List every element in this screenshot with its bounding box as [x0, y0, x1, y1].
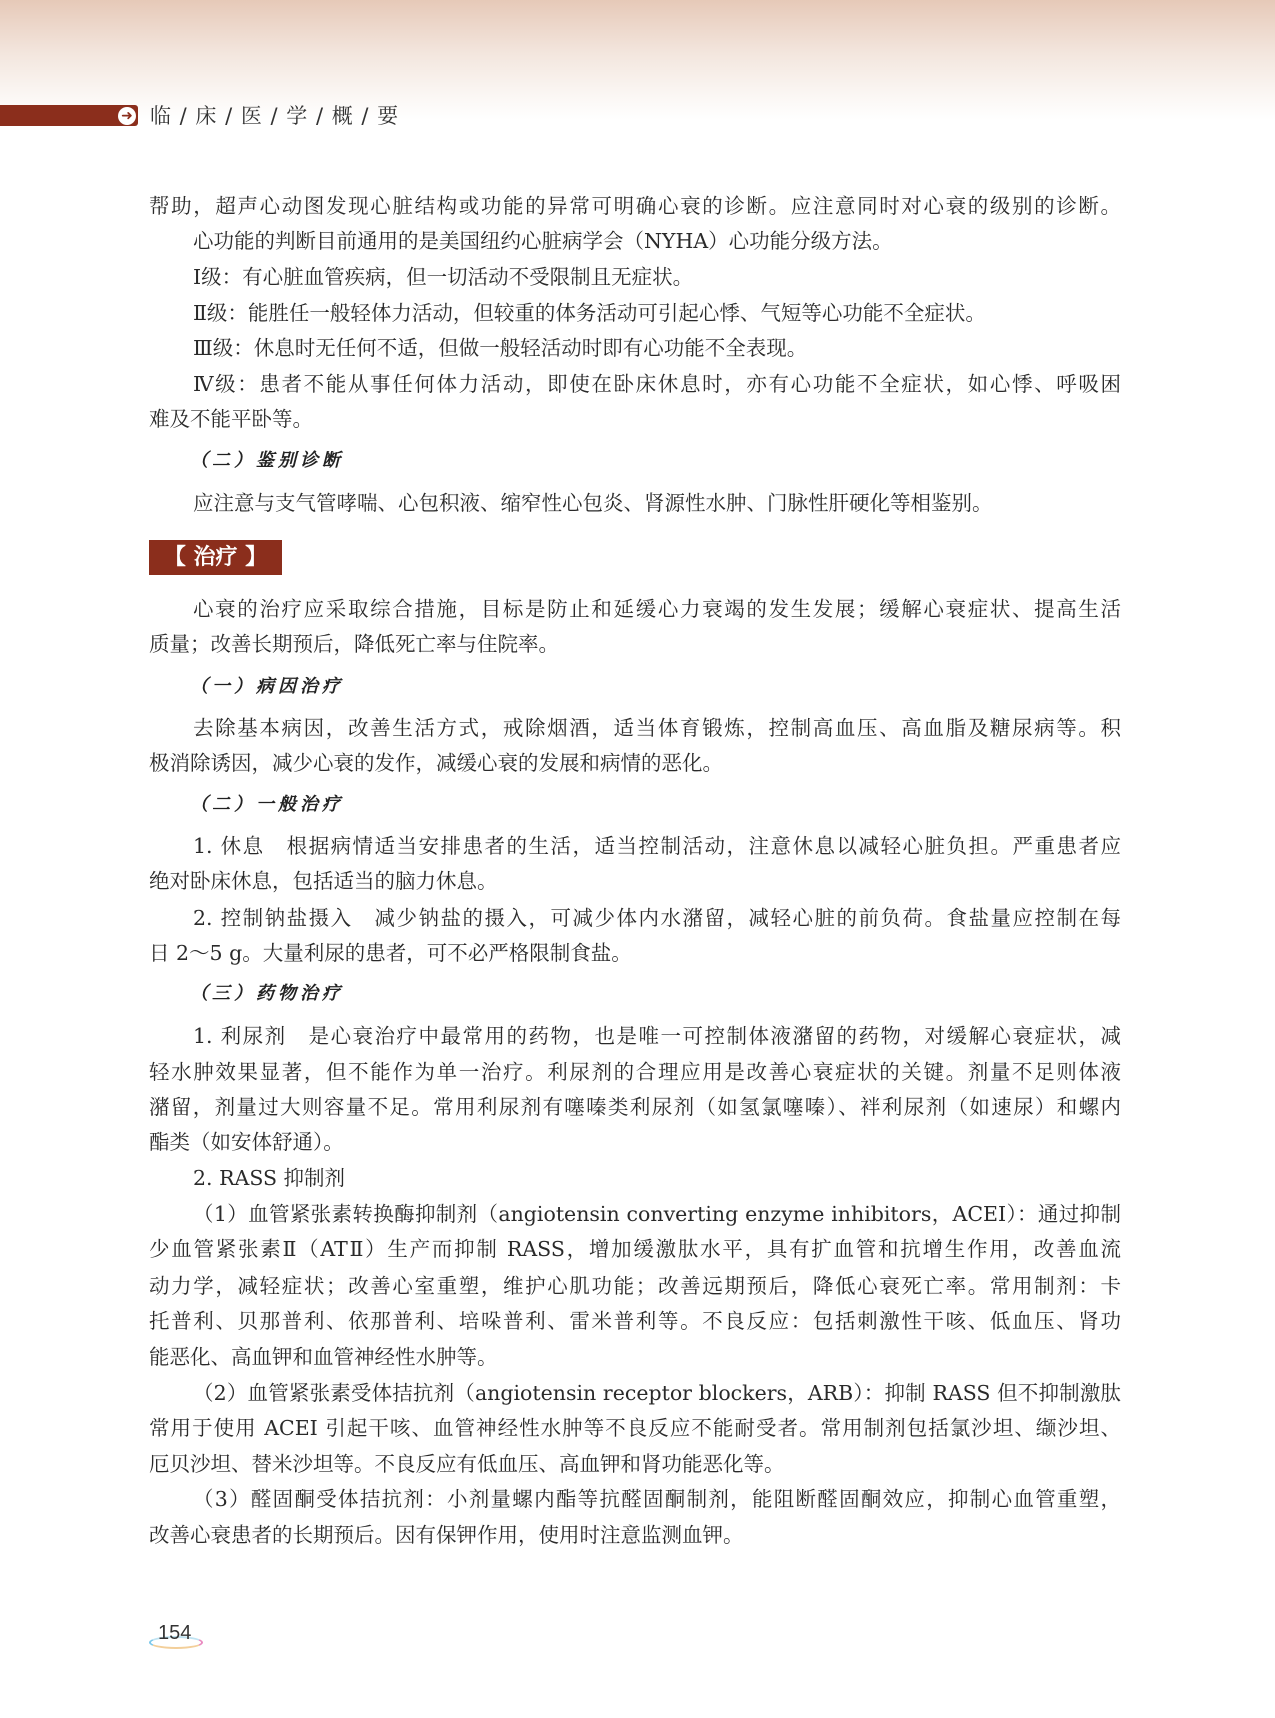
text-line: 1. 利尿剂 是心衰治疗中最常用的药物，也是唯一可控制体液潴留的药物，对缓解心衰症状，减 [193, 1024, 1121, 1048]
text-line: 常用于使用 ACEI 引起干咳、血管神经性水肿等不良反应不能耐受者。常用制剂包括氯沙坦、缬沙坦、 [149, 1416, 1121, 1440]
text-line: 潴留，剂量过大则容量不足。常用利尿剂有噻嗪类利尿剂（如氢氯噻嗪）、袢利尿剂（如速尿）和螺内 [149, 1095, 1121, 1119]
text-line: 酯类（如安体舒通）。 [149, 1130, 344, 1154]
page-number: 154 [158, 1622, 192, 1644]
subheading: （一）病因治疗 [190, 676, 344, 697]
text-line: 1. 休息 根据病情适当安排患者的生活，适当控制活动，注意休息以减轻心脏负担。严重患者应 [193, 834, 1121, 858]
text-line: 改善心衰患者的长期预后。因有保钾作用，使用时注意监测血钾。 [149, 1523, 744, 1547]
text-line: 能恶化、高血钾和血管神经性水肿等。 [149, 1345, 498, 1369]
text-line: 帮助，超声心动图发现心脏结构或功能的异常可明确心衰的诊断。应注意同时对心衰的级别的诊断。 [149, 194, 1121, 218]
text-line: （1）血管紧张素转换酶抑制剂（angiotensin converting enzyme inhibitors，ACEI）：通过抑制 [193, 1202, 1121, 1226]
text-line: 轻水肿效果显著，但不能作为单一治疗。利尿剂的合理应用是改善心衰症状的关键。剂量不足则体液 [149, 1060, 1121, 1084]
text-line: 绝对卧床休息，包括适当的脑力休息。 [149, 869, 498, 893]
text-line: 2. 控制钠盐摄入 减少钠盐的摄入，可减少体内水潴留，减轻心脏的前负荷。食盐量应控制在每 [193, 906, 1121, 930]
text-line: （2）血管紧张素受体拮抗剂（angiotensin receptor blockers，ARB）：抑制 RASS 但不抑制激肽 [193, 1381, 1121, 1405]
text-line: 少血管紧张素Ⅱ（ATⅡ）生产而抑制 RASS，增加缓激肽水平，具有扩血管和抗增生作用，改善血流 [149, 1237, 1121, 1261]
text-line: 日 2～5 g。大量利尿的患者，可不必严格限制食盐。 [149, 941, 632, 965]
section-heading-treatment: 【 治疗 】 [149, 540, 282, 575]
text-line: Ⅱ级：能胜任一般轻体力活动，但较重的体务活动可引起心悸、气短等心功能不全症状。 [193, 301, 986, 325]
text-line: （3）醛固酮受体拮抗剂：小剂量螺内酯等抗醛固酮制剂，能阻断醛固酮效应，抑制心血管重塑， [193, 1487, 1121, 1511]
text-line: 难及不能平卧等。 [149, 407, 313, 431]
text-line: Ⅲ级：休息时无任何不适，但做一般轻活动时即有心功能不全表现。 [193, 336, 808, 360]
subheading: （二）鉴别诊断 [190, 450, 344, 471]
text-line: 厄贝沙坦、替米沙坦等。不良反应有低血压、高血钾和肾功能恶化等。 [149, 1452, 785, 1476]
text-line: 动力学，减轻症状；改善心室重塑，维护心肌功能；改善远期预后，降低心衰死亡率。常用制剂：卡 [149, 1274, 1121, 1298]
text-line: 去除基本病因，改善生活方式，戒除烟酒，适当体育锻炼，控制高血压、高血脂及糖尿病等。积 [193, 716, 1121, 740]
text-line: 应注意与支气管哮喘、心包积液、缩窄性心包炎、肾源性水肿、门脉性肝硬化等相鉴别。 [193, 491, 993, 515]
text-line: 心功能的判断目前通用的是美国纽约心脏病学会（NYHA）心功能分级方法。 [193, 229, 893, 253]
text-line: Ⅰ级：有心脏血管疾病，但一切活动不受限制且无症状。 [193, 265, 694, 289]
text-line: 质量；改善长期预后，降低死亡率与住院率。 [149, 632, 559, 656]
text-line: 2. RASS 抑制剂 [193, 1166, 346, 1190]
text-line: Ⅳ级：患者不能从事任何体力活动，即使在卧床休息时，亦有心功能不全症状，如心悸、呼吸困 [193, 372, 1121, 396]
book-title: 临 / 床 / 医 / 学 / 概 / 要 [150, 104, 400, 128]
arrow-right-circle-icon: ➜ [118, 107, 136, 125]
text-line: 极消除诱因，减少心衰的发作，减缓心衰的发展和病情的恶化。 [149, 751, 723, 775]
text-line: 托普利、贝那普利、依那普利、培哚普利、雷米普利等。不良反应：包括刺激性干咳、低血压、肾功 [149, 1309, 1121, 1333]
text-line: 心衰的治疗应采取综合措施，目标是防止和延缓心力衰竭的发生发展；缓解心衰症状、提高生活 [193, 597, 1121, 621]
subheading: （三）药物治疗 [190, 983, 344, 1004]
subheading: （二）一般治疗 [190, 794, 344, 815]
